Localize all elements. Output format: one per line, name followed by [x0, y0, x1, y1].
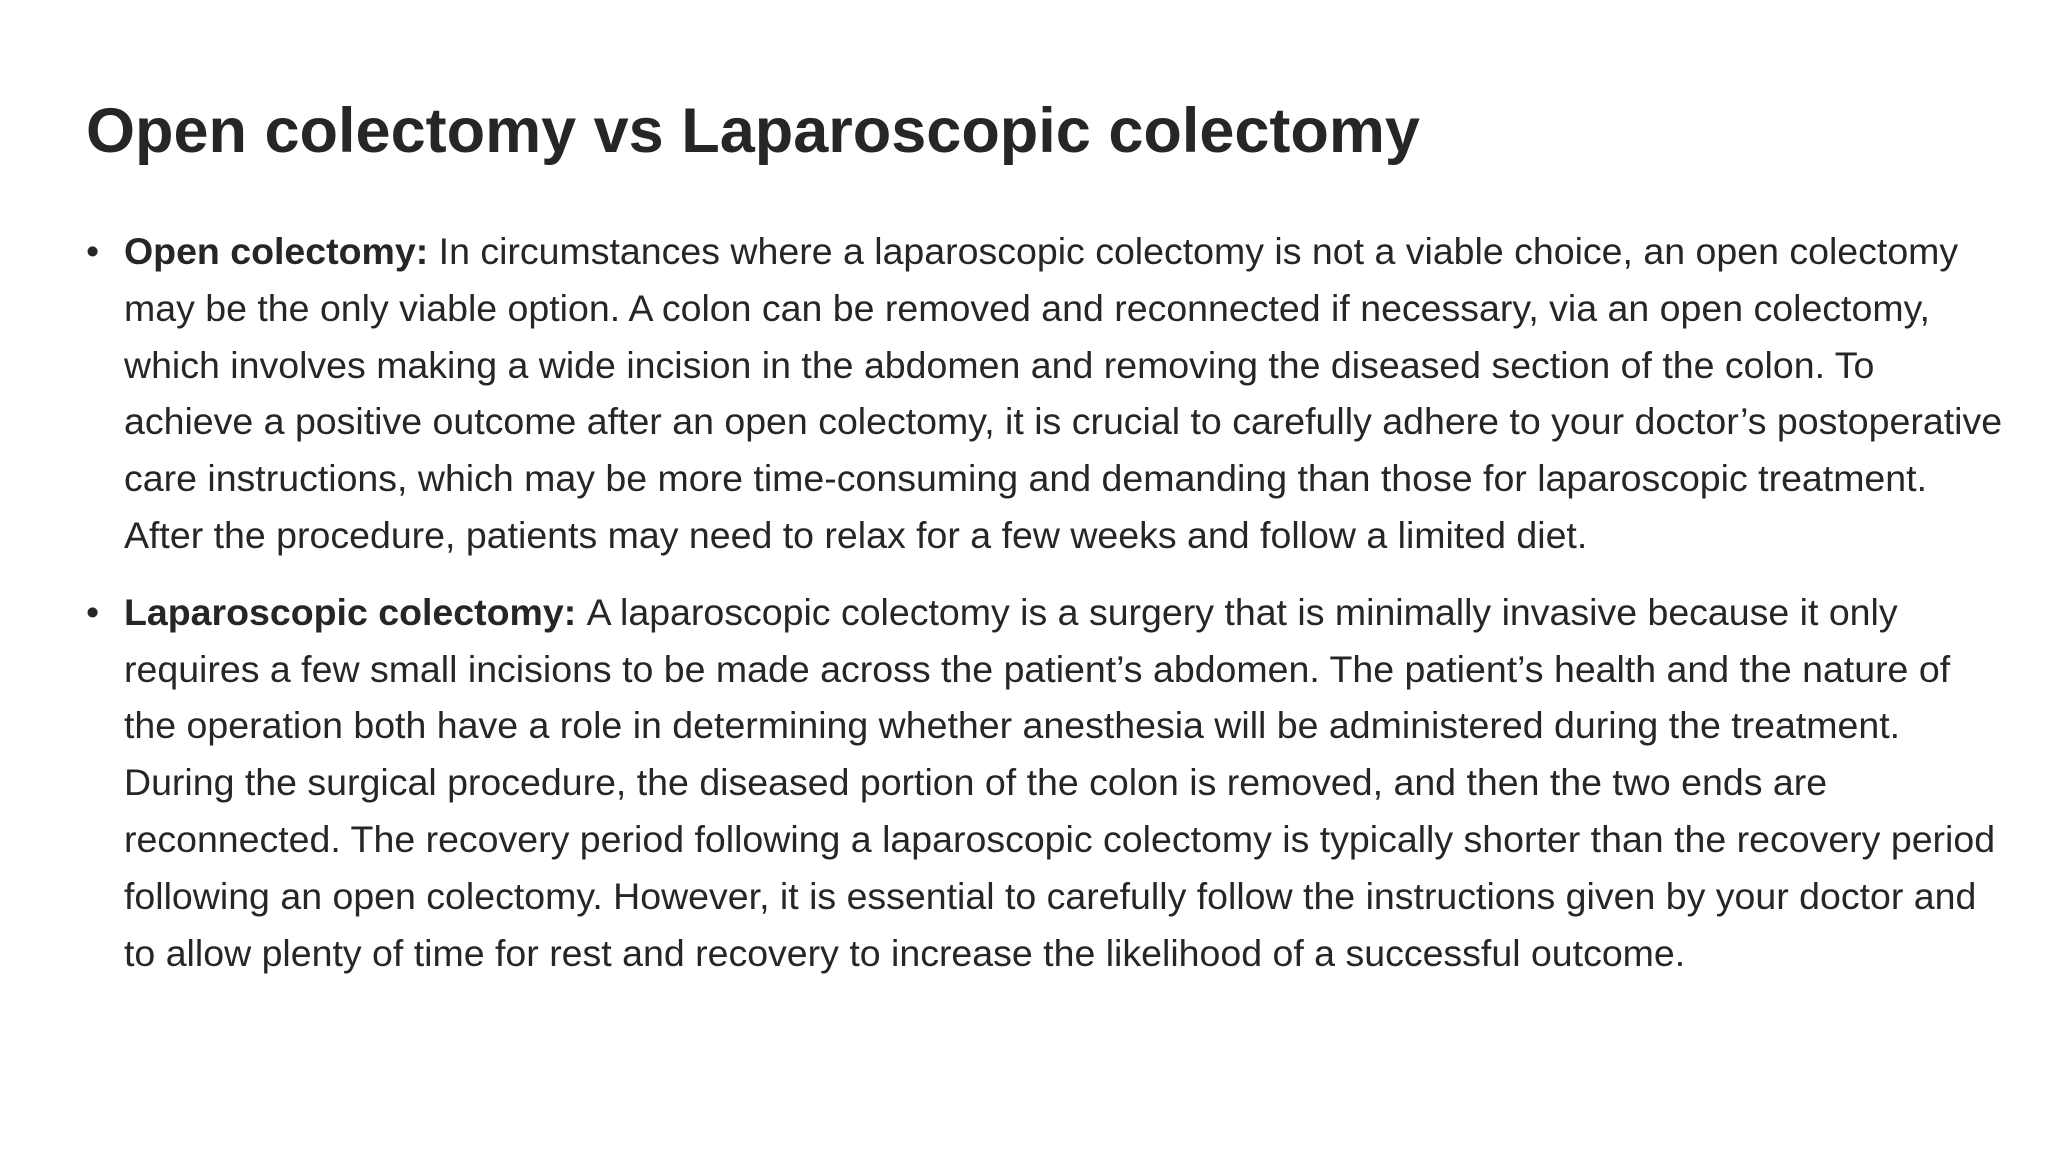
bullet-item-laparoscopic-colectomy — [86, 584, 2006, 982]
bullet-text: In circumstances where a laparoscopic colectomy is not a viable choice, an open colectomy may be the only viable option. A colon can be removed and reconnected if necessary, via an open colectomy, which involves making a wide incision in the abdomen and removing the diseased section of the colon. To achieve a positive outcome after an open colectomy, it is crucial to carefully adhere to your doctor’s postoperative care instructions, which may be more time-consuming and demanding than those for laparoscopic treatment. After the procedure, patients may need to relax for a few weeks and follow a limited diet. — [124, 230, 2003, 556]
slide-title: Open colectomy vs Laparoscopic colectomy — [86, 96, 1420, 166]
bullet-term: Open colectomy: — [124, 230, 439, 272]
bullet-item-open-colectomy — [86, 223, 2006, 564]
bullet-dot-icon: • — [86, 230, 100, 272]
bullet-term: Laparoscopic colectomy: — [124, 590, 587, 633]
bullet-list — [86, 223, 2006, 1001]
bullet-dot-icon: • — [86, 590, 100, 633]
bullet-text: A laparoscopic colectomy is a surgery that is minimally invasive because it only requires a few small incisions to be made across the patient’s abdomen. The patient’s health and the nature of the operation both have a role in determining whether anesthesia will be administered during the treatment. During the surgical procedure, the diseased portion of the colon is removed, and then the two ends are reconnected. The recovery period following a laparoscopic colectomy is typically shorter than the recovery period following an open colectomy. However, it is essential to carefully follow the instructions given by your doctor and to allow plenty of time for rest and recovery to increase the likelihood of a successful outcome. — [124, 590, 1996, 974]
